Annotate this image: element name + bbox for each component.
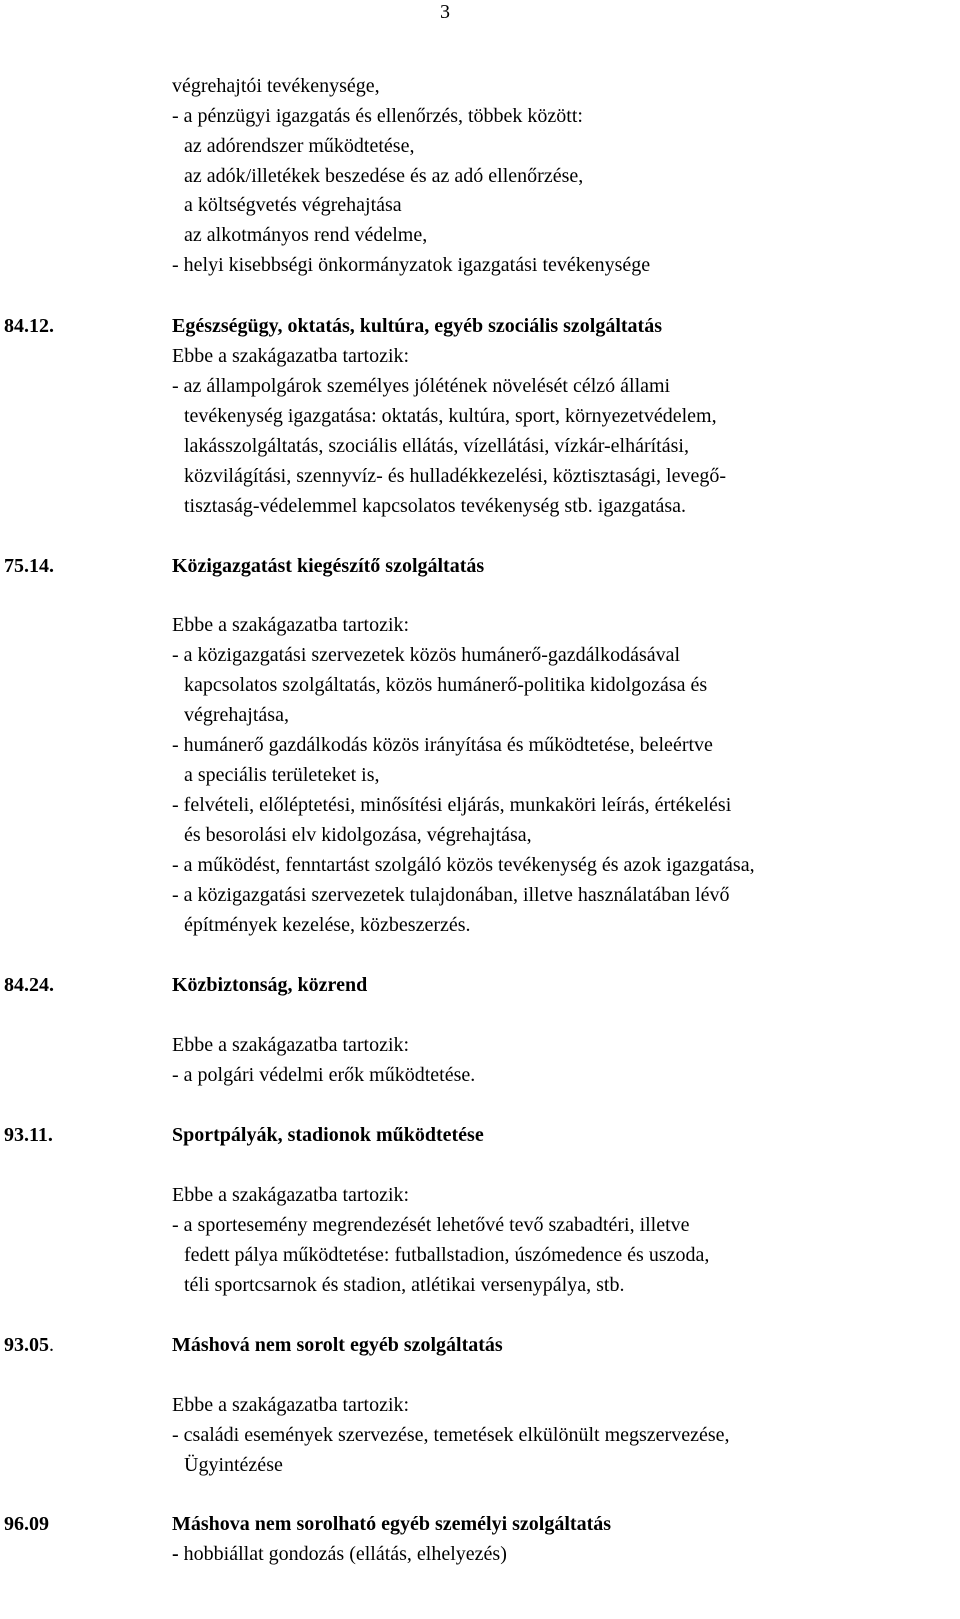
section-line: - humánerő gazdálkodás közös irányítása és működtetése, beleértve — [172, 734, 713, 756]
section-line: - a sportesemény megrendezését lehetővé tevő szabadtéri, illetve — [172, 1214, 690, 1236]
section-line: tisztaság-védelemmel kapcsolatos tevékenység stb. igazgatása. — [184, 495, 687, 517]
section-code: 75.14. — [4, 555, 54, 577]
section-line: fedett pálya működtetése: futballstadion, úszómedence és uszoda, — [184, 1244, 710, 1266]
intro-line: végrehajtói tevékenysége, — [172, 75, 380, 97]
section-line: a speciális területeket is, — [184, 764, 380, 786]
section-code: 84.24. — [4, 974, 54, 996]
page-number: 3 — [440, 1, 450, 23]
section-line: és besorolási elv kidolgozása, végrehajtása, — [184, 824, 532, 846]
section-line: tevékenység igazgatása: oktatás, kultúra, sport, környezetvédelem, — [184, 405, 717, 427]
section-line: - az állampolgárok személyes jólétének növelését célzó állami — [172, 375, 671, 397]
section-code: 93.05 — [4, 1334, 49, 1356]
intro-line: az adórendszer működtetése, — [184, 135, 415, 157]
section-line: hobbiállat gondozás (ellátás, elhelyezés) — [178, 1543, 507, 1565]
section-code-wrapper — [4, 1333, 54, 1357]
section-title: Közbiztonság, közrend — [172, 974, 368, 996]
section-title: Sportpályák, stadionok működtetése — [172, 1124, 484, 1146]
section-code: 84.12. — [4, 315, 54, 337]
section-line: - családi események szervezése, temetések elkülönült megszervezése, — [172, 1424, 730, 1446]
section-title: Közigazgatást kiegészítő szolgáltatás — [172, 555, 485, 577]
section-title: Máshova nem sorolható egyéb személyi szolgáltatás — [172, 1513, 612, 1535]
section-title: Máshová nem sorolt egyéb szolgáltatás — [172, 1334, 503, 1356]
section-intro: Ebbe a szakágazatba tartozik: — [172, 1394, 410, 1416]
section-intro: Ebbe a szakágazatba tartozik: — [172, 614, 410, 636]
section-line: lakásszolgáltatás, szociális ellátás, vízellátási, vízkár-elhárítási, — [184, 435, 689, 457]
section-line: - felvételi, előléptetési, minősítési eljárás, munkaköri leírás, értékelési — [172, 794, 732, 816]
section-line: - a közigazgatási szervezetek tulajdonában, illetve használatában lévő — [172, 884, 730, 906]
section-line: közvilágítási, szennyvíz- és hulladékkezelési, köztisztasági, levegő- — [184, 465, 727, 487]
intro-line: az adók/illetékek beszedése és az adó ellenőrzése, — [184, 165, 584, 187]
section-code: 93.11. — [4, 1124, 53, 1146]
section-code-suffix: . — [49, 1334, 54, 1356]
intro-line: - helyi kisebbségi önkormányzatok igazgatási tevékenysége — [172, 254, 651, 276]
section-line-wrapper — [172, 1542, 507, 1566]
section-line: téli sportcsarnok és stadion, atlétikai versenypálya, stb. — [184, 1274, 625, 1296]
section-code: 96.09 — [4, 1513, 49, 1535]
section-line: kapcsolatos szolgáltatás, közös humánerő-politika kidolgozása és — [184, 674, 708, 696]
section-line: Ügyintézése — [184, 1454, 283, 1476]
section-intro: Ebbe a szakágazatba tartozik: — [172, 1034, 410, 1056]
bullet-dash: - — [172, 1543, 179, 1565]
section-line: építmények kezelése, közbeszerzés. — [184, 914, 471, 936]
intro-line: az alkotmányos rend védelme, — [184, 224, 428, 246]
section-line: végrehajtása, — [184, 704, 289, 726]
intro-line: a költségvetés végrehajtása — [184, 194, 402, 216]
section-title: Egészségügy, oktatás, kultúra, egyéb szociális szolgáltatás — [172, 315, 662, 337]
section-line: - a közigazgatási szervezetek közös humánerő-gazdálkodásával — [172, 644, 681, 666]
section-line: - a polgári védelmi erők működtetése. — [172, 1064, 476, 1086]
section-line: - a működést, fenntartást szolgáló közös tevékenység és azok igazgatása, — [172, 854, 755, 876]
section-intro: Ebbe a szakágazatba tartozik: — [172, 1184, 410, 1206]
intro-line: - a pénzügyi igazgatás és ellenőrzés, többek között: — [172, 105, 583, 127]
section-intro: Ebbe a szakágazatba tartozik: — [172, 345, 410, 367]
